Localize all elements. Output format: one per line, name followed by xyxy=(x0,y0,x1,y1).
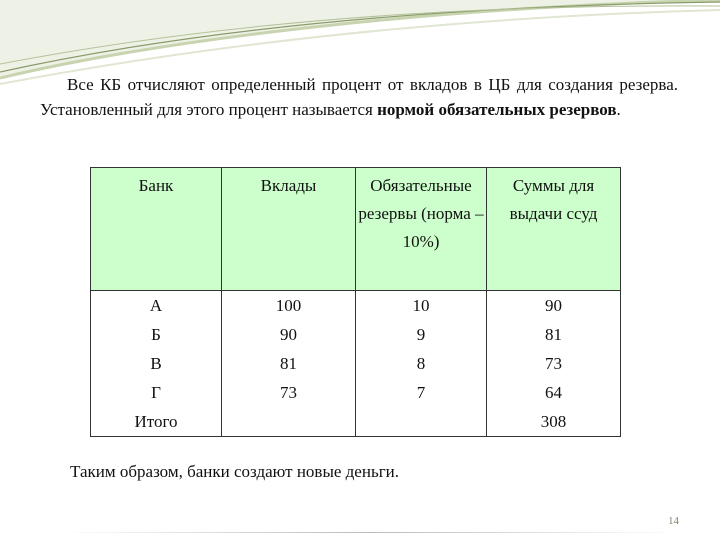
cell: 10 xyxy=(356,291,487,321)
cell: Итого xyxy=(91,407,222,437)
table-header-row xyxy=(91,168,621,291)
cell: 81 xyxy=(487,320,621,349)
key-term: нормой обязательных резервов xyxy=(377,100,617,119)
cell: 9 xyxy=(356,320,487,349)
cell: Б xyxy=(91,320,222,349)
cell xyxy=(222,407,356,437)
cell: 73 xyxy=(487,349,621,378)
header-loans: Суммы для выдачи ссуд xyxy=(487,168,621,291)
cell: 7 xyxy=(356,378,487,407)
cell: 308 xyxy=(487,407,621,437)
cell: 81 xyxy=(222,349,356,378)
reserves-table xyxy=(90,167,621,437)
footer-divider xyxy=(60,532,680,533)
table-row xyxy=(91,378,621,407)
cell xyxy=(356,407,487,437)
table-row xyxy=(91,320,621,349)
cell: А xyxy=(91,291,222,321)
page-number: 14 xyxy=(668,515,679,527)
intro-end: . xyxy=(616,100,621,119)
cell: 90 xyxy=(487,291,621,321)
cell: 64 xyxy=(487,378,621,407)
cell: Г xyxy=(91,378,222,407)
cell: 73 xyxy=(222,378,356,407)
cell: 90 xyxy=(222,320,356,349)
conclusion-text: Таким образом, банки создают новые деньги. xyxy=(70,462,400,481)
cell: 100 xyxy=(222,291,356,321)
intro-paragraph xyxy=(40,72,678,122)
table-row xyxy=(91,349,621,378)
header-deposits: Вклады xyxy=(222,168,356,291)
cell: 8 xyxy=(356,349,487,378)
table-row xyxy=(91,291,621,321)
table-total-row xyxy=(91,407,621,437)
cell: В xyxy=(91,349,222,378)
header-reserves: Обязательные резервы (норма – 10%) xyxy=(356,168,487,291)
intro-text: Все КБ отчисляют определенный процент от вкладов в ЦБ для создания резерва. Установленный для этого процент называется xyxy=(40,75,678,119)
header-bank: Банк xyxy=(91,168,222,291)
